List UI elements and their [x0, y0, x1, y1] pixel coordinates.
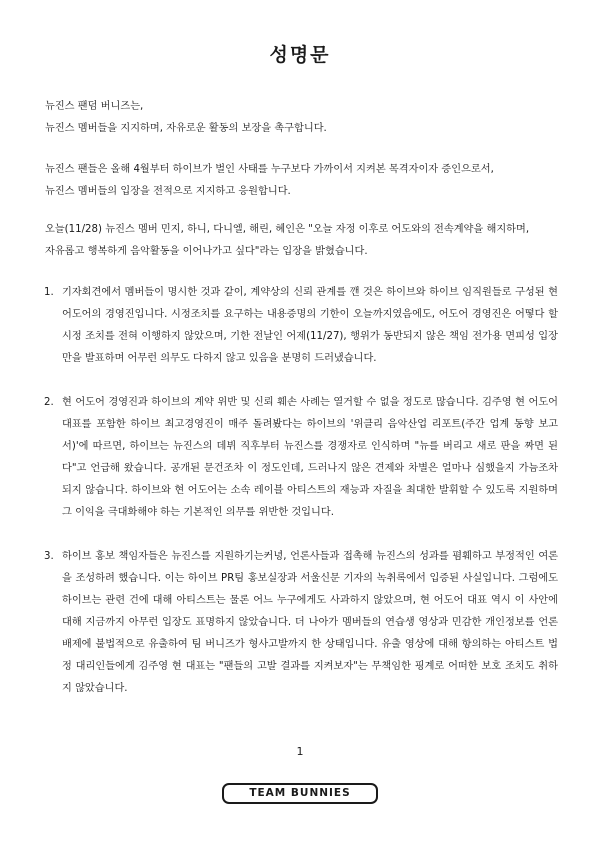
announcement-line-1: 오늘(11/28) 뉴진스 멤버 민지, 하니, 다니엘, 해린, 혜인은 "오늘 자정 이후로 어도와의 전속계약을 해지하며,: [45, 224, 530, 235]
intro-paragraph: [45, 96, 560, 139]
announcement-line-2: 자유롭고 행복하게 음악활동을 이어나가고 싶다"라는 입장을 밝혔습니다.: [45, 245, 368, 257]
support-paragraph: [45, 159, 560, 202]
list-item: [44, 392, 558, 524]
page-number: 1: [296, 745, 304, 758]
numbered-list: [44, 282, 558, 722]
support-line-1: 뉴진스 팬들은 올해 4월부터 하이브가 벌인 사태를 누구보다 가까이서 지켜본 목격자이자 증인으로서,: [45, 164, 494, 175]
intro-line-2: 뉴진스 멤버들을 지지하며, 자유로운 활동의 보장을 촉구합니다.: [45, 122, 327, 134]
list-item: [44, 282, 558, 370]
list-item: [44, 546, 558, 700]
team-bunnies-logo: TEAM BUNNIES: [222, 783, 378, 804]
list-item-text: 현 어도어 경영진과 하이브의 계약 위반 및 신뢰 훼손 사례는 열거할 수 없을 정도로 많습니다. 김주영 현 어도어 대표를 포함한 하이브 최고경영진이 매주 돌려봤다는 하이브의 '위클리 음악산업 리포트(주간 업계 동향 보고서)'에 따르면, 하이브는 뉴진스의 데뷔 직후부터 뉴진스를 경쟁자로 인식하며 "뉴를 버리고 새로 판을 짜면 된다"고 언급해 왔습니다. 공개된 문건조차 이 정도인데, 드러나지 않은 견제와 차별은 얼마나 심했을지 가늠조차 되지 않습니다. 하이브와 현 어도어는 소속 레이블 아티스트의 재능과 자질을 최대한 발휘할 수 있도록 지원하며 그 이익을 극대화해야 하는 기본적인 의무를 위반한 것입니다.: [62, 397, 558, 518]
list-item-number: 1.: [44, 287, 54, 298]
list-item-text: 기자회견에서 멤버들이 명시한 것과 같이, 계약상의 신뢰 관계를 깬 것은 하이브와 하이브 임직원들로 구성된 현 어도어의 경영진입니다. 시정조치를 요구하는 내용증명의 기한이 오늘까지였음에도, 어도어 경영진은 어떻다 할 시정 조치를 전혀 이행하지 않았으며, 기한 전날인 어제(11/27), 행위가 동반되지 않은 책임 전가용 면피성 입장만을 발표하며 어무런 의무도 다하지 않고 있음을 분명히 드러냈습니다.: [62, 287, 558, 364]
page-title: 성명문: [269, 44, 331, 66]
list-item-number: 2.: [44, 397, 54, 408]
list-item-number: 3.: [44, 551, 54, 562]
announcement-paragraph: [45, 219, 560, 262]
support-line-2: 뉴진스 멤버들의 입장을 전적으로 지지하고 응원합니다.: [45, 185, 291, 197]
list-item-text: 하이브 홍보 책임자들은 뉴진스를 지원하기는커녕, 언론사들과 접촉해 뉴진스의 성과를 폄훼하고 부정적인 여론을 조성하려 했습니다. 이는 하이브 PR팀 홍보실장과 서울신문 기자의 녹취록에서 입증된 사실입니다. 그럼에도 하이브는 관련 건에 대해 아티스트는 물론 어느 누구에게도 사과하지 않았으며, 현 어도어 대표 역시 이 사안에 대해 지금까지 아무런 입장도 표명하지 않았습니다. 더 나아가 멤버들의 연습생 영상과 민감한 개인정보를 언론 배제에 불법적으로 유출하여 팀 버니즈가 형사고발까지 한 상태입니다. 유출 영상에 대해 항의하는 아티스트 법정 대리인들에게 김주영 현 대표는 "팬들의 고발 결과를 지켜보자"는 무책임한 핑계로 어떠한 보호 조치도 취하지 않았습니다.: [62, 551, 558, 694]
intro-line-1: 뉴진스 팬덤 버니즈는,: [45, 101, 144, 112]
